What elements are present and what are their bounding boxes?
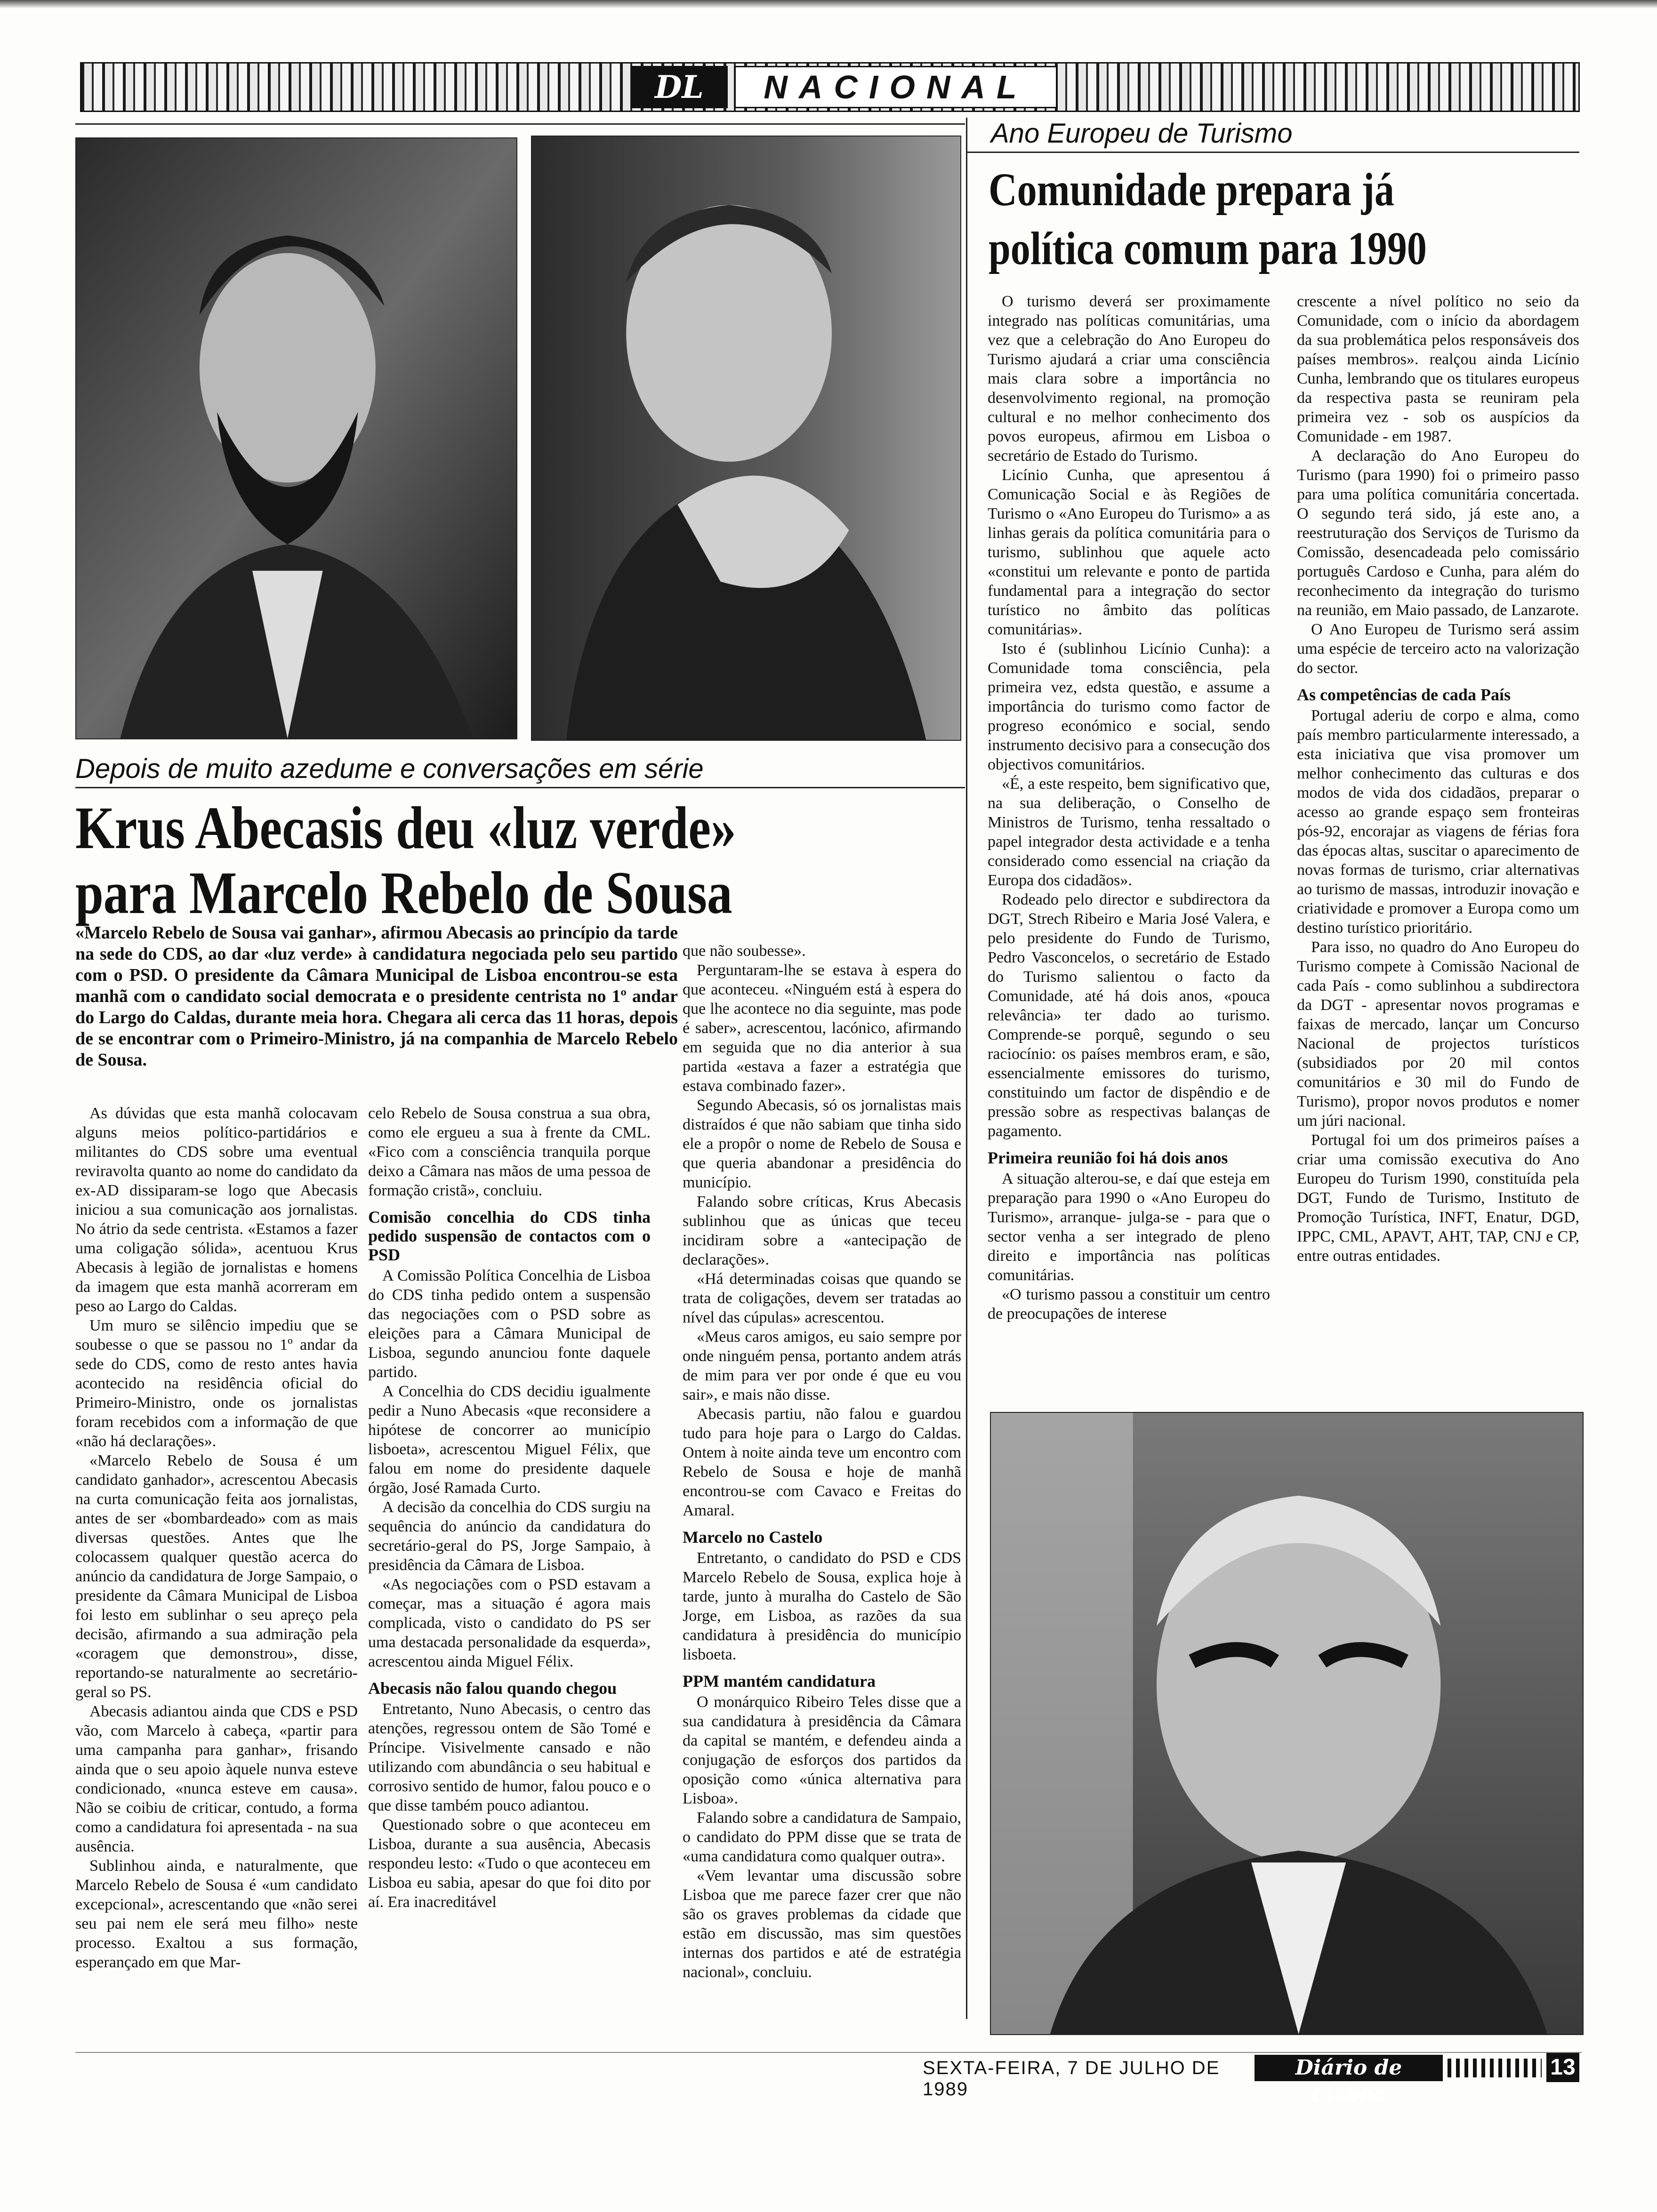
photo-portrait-bearded-man	[75, 137, 517, 739]
paragraph: A decisão da concelhia do CDS surgiu na sequência do anúncio da candidatura do secretário-geral do PS, Jorge Sampaio, à presidência da Câmara de Lisboa.	[368, 1499, 651, 1574]
subheading: Abecasis não falou quando chegou	[368, 1679, 617, 1698]
paragraph: crescente a nível político no seio da Comunidade, com o início da abordagem da sua problemática pelos responsáveis dos países membros». realçou ainda Licínio Cunha, lembrando que os titulares europeus da respectiva pasta se reuniram pela primeira vez - sob os auspícios da Comunidade - em 1987.	[1297, 293, 1579, 445]
paragraph: celo Rebelo de Sousa construa a sua obra, como ele ergueu a sua à frente da CML. «Fico com a consciência tranquila porque deixo a Câmara nas mãos de uma pessoa de formação cristã», concluiu.	[368, 1105, 651, 1199]
right-col-2	[1297, 292, 1579, 1266]
paragraph: «É, a este respeito, bem significativo que, na sua deliberação, o Conselho de Ministros de Turismo, tenha ressaltado o papel integrador desta actividade e a tenha considerado como essencial na criação da Europa dos cidadãos».	[988, 775, 1270, 889]
kicker-rule	[967, 152, 1579, 153]
issue-date: SEXTA-FEIRA, 7 DE JULHO DE 1989	[923, 2058, 1220, 2100]
paragraph: A declaração do Ano Europeu do Turismo (para 1990) foi o primeiro passo para uma política comunitária concertada. O segundo terá sido, já este ano, a reestruturação dos Serviços de Turismo da Comissão, desencadeada pelo comissário português Cardoso e Cunha, para além do reconhecimento da integração do turismo na reunião, em Maio passado, de Lanzarote.	[1297, 447, 1579, 619]
paragraph: Questionado sobre o que aconteceu em Lisboa, durante a sua ausência, Abecasis respondeu lesto: «Tudo o que aconteceu em Lisboa eu sabia, apesar do que foi dito por aí. Era inacreditável	[368, 1816, 651, 1911]
section-title: NACIONAL	[734, 66, 1057, 108]
paragraph: A situação alterou-se, e daí que esteja em preparação para 1990 o «Ano Europeu do Turismo», arranque- julga-se - para que o sector venha a ser integrado de pleno direito e importância nas políticas comunitárias.	[988, 1170, 1270, 1284]
subheading: Primeira reunião foi há dois anos	[988, 1148, 1228, 1167]
paragraph: O turismo deverá ser proximamente integrado nas políticas comunitárias, uma vez que a celebração do Ano Europeu do Turismo ajudará a criar uma consciência mais clara sobre a importância no desenvolvimento regional, na promoção cultural e no melhor conhecimento dos povos europeus, afirmou em Lisboa o secretário de Estado do Turismo.	[988, 293, 1270, 465]
paragraph: Perguntaram-lhe se estava à espera do que aconteceu. «Ninguém está à espera do que lhe acontece no dia seguinte, mas pode é saber», acrescentou, lacónico, afirmando em seguida que no dia anterior à sua partida «estava a fazer a estratégia que estava combinado fazer».	[683, 962, 961, 1095]
headline-line-2: política comum para 1990	[989, 222, 1427, 274]
paragraph: Portugal foi um dos primeiros países a criar uma comissão executiva do Ano Europeu do Turism 1990, constituída pela DGT, Fundo de Turismo, Instituto de Promoção Turística, INFT, Enatur, DGD, IPPC, CML, APAVT, AHT, TAP, CNJ e CP, entre outras entidades.	[1297, 1131, 1579, 1265]
newspaper-masthead: Diário de Lisboa	[1255, 2055, 1443, 2081]
newspaper-logo: DL	[631, 66, 728, 108]
top-rule	[75, 123, 965, 125]
subheading: Marcelo no Castelo	[683, 1528, 823, 1547]
subheading: As competências de cada País	[1297, 685, 1511, 704]
article-lead: «Marcelo Rebelo de Sousa vai ganhar», afirmou Abecasis ao princípio da tarde na sede do CDS, ao dar «luz verde» à candidatura negociada pelo seu partido com o PSD. O presidente da Câmara Municipal de Lisboa encontrou-se esta manhã com o candidato social democrata e o presidente centrista no 1º andar do Largo do Caldas, durante meia hora. Chegara ali cerca das 11 horas, depois de se encontrar com o Primeiro-Ministro, já na companhia de Marcelo Rebelo de Sousa.	[75, 923, 678, 1070]
kicker-rule	[75, 787, 965, 788]
paragraph: Entretanto, Nuno Abecasis, o centro das atenções, regressou ontem de São Tomé e Príncipe. Visivelmente cansado e não utilizando com abundância o seu habitual e corrosivo sentido de humor, falou pouco e o que disse também pouco adiantou.	[368, 1700, 651, 1814]
paragraph: «O turismo passou a constituir um centro de preocupações de interese	[988, 1286, 1270, 1322]
paragraph: Portugal aderiu de corpo e alma, como país membro particularmente interessado, a esta iniciativa que visa promover um melhor conhecimento das culturas e dos modos de vida dos cidadãos, preparar o acesso ao grande espaço sem fronteiras pós-92, encorajar as viagens de férias fora das épocas altas, suscitar o aparecimento de novas formas de turismo, criar alternativas ao turismo de massas, introduzir inovação e criatividade e promover a Europa como um destino turístico prioritário.	[1297, 707, 1579, 937]
article-kicker: Depois de muito azedume e conversações em série	[75, 753, 704, 784]
paragraph: As dúvidas que esta manhã colocavam alguns meios político-partidários e militantes do CDS sobre uma eventual reviravolta quanto ao nome do candidato da ex-AD dissiparam-se logo que Abecasis iniciou a sua comunicação aos jornalistas. No átrio da sede centrista. «Estamos a fazer uma coligação sólida», acentuou Krus Abecasis à legião de jornalistas e homens da imagem que esta manhã acorreram em peso ao Largo do Caldas.	[75, 1105, 358, 1315]
paragraph: Isto é (sublinhou Licínio Cunha): a Comunidade toma consciência, pela primeira vez, edsta questão, e assume a importância do turismo como factor de progreso económico e social, sendo instrumento decisivo para a consecução dos objectivos comunitários.	[988, 640, 1270, 773]
paragraph: O monárquico Ribeiro Teles disse que a sua candidatura à presidência da Câmara da capital se mantém, e defendeu ainda a conjugação de esforços dos partidos da oposição como «única alternativa para Lisboa».	[683, 1693, 961, 1807]
paragraph: Licínio Cunha, que apresentou á Comunicação Social e às Regiões de Turismo o «Ano Europeu do Turismo» a as linhas gerais da política comunitária para o turismo, sublinhou que aquele acto «constitui um relevante e ponto de partida fundamental para a integração do sector turístico no âmbito das políticas comunitárias».	[988, 466, 1270, 638]
article-headline	[75, 795, 960, 925]
page-number: 13	[1546, 2053, 1579, 2082]
article-headline	[989, 160, 1577, 278]
paragraph: Abecasis partiu, não falou e guardou tudo para hoje para o Largo do Caldas. Ontem à noite ainda teve um encontro com Rebelo de Sousa e hoje de manhã encontrou-se com Cavaco e Freitas do Amaral.	[683, 1405, 961, 1519]
headline-line-1: Comunidade prepara já	[989, 163, 1394, 216]
column-rule	[966, 118, 967, 2019]
paragraph: Abecasis adiantou ainda que CDS e PSD vão, com Marcelo à cabeça, «partir para uma campanha para ganhar», frisando ainda que o seu apoio àquele nunva esteve condicionado, «nunca esteve em causa». Não se coibiu de criticar, contudo, a forma como a candidatura foi apresentada - na sua ausência.	[75, 1703, 358, 1855]
paragraph: Falando sobre a candidatura de Sampaio, o candidato do PPM disse que se trata de «uma candidatura como qualquer outra».	[683, 1809, 961, 1865]
paragraph: O Ano Europeu de Turismo será assim uma espécie de terceiro acto na valorização do sector.	[1297, 621, 1579, 677]
paragraph: Para isso, no quadro do Ano Europeu do Turismo compete à Comissão Nacional de cada País - como sublinhou a subdirectora da DGT - apresentar novos programas e faixas de mercado, lançar um Concurso Nacional de projectos turísticos (subsidiados por 20 mil contos comunitários e 30 mil do Fundo de Turismo), propor novos produtos e nomer um júri nacional.	[1297, 938, 1579, 1130]
left-col-1	[75, 1104, 358, 1972]
paragraph: A Comissão Política Concelhia de Lisboa do CDS tinha pedido ontem a suspensão das negociações com o PSD sobre as eleições para a Câmara Municipal de Lisboa, segundo anunciou fonte daquele partido.	[368, 1267, 651, 1381]
headline-line-2: para Marcelo Rebelo de Sousa	[75, 859, 732, 927]
paragraph: Falando sobre críticas, Krus Abecasis sublinhou que as únicas que teceu incidiram sobre a «antecipação de declarações».	[683, 1193, 961, 1268]
left-col-3	[683, 941, 961, 1982]
right-col-1	[988, 292, 1270, 1323]
headline-line-1: Krus Abecasis deu «luz verde»	[75, 794, 736, 861]
subheading: PPM mantém candidatura	[683, 1672, 876, 1691]
paragraph: «Vem levantar uma discussão sobre Lisboa que me parece fazer crer que não são os graves problemas da cidade que estão em discussão, mas sim questões internas dos partidos e até de estratégia nacional», concluiu.	[683, 1867, 961, 1981]
footer-rule	[75, 2052, 1582, 2053]
paragraph: Entretanto, o candidato do PSD e CDS Marcelo Rebelo de Sousa, explica hoje à tarde, junto à muralha do Castelo de São Jorge, em Lisboa, as razões da sua candidatura à presidência do município lisboeta.	[683, 1549, 961, 1663]
paragraph: «Meus caros amigos, eu saio sempre por onde ninguém pensa, portanto andem atrás de mim para ver por onde é que eu vou sair», e mais não disse.	[683, 1328, 961, 1403]
paragraph: «As negociações com o PSD estavam a começar, mas a situação é agora mais complicada, visto o candidato do PS ser uma destacada personalidade da esquerda», acrescentou ainda Miguel Félix.	[368, 1576, 651, 1670]
paragraph: «Há determinadas coisas que quando se trata de coligações, devem ser tratadas ao nível das cúpulas» acrescentou.	[683, 1270, 961, 1326]
paragraph: Segundo Abecasis, só os jornalistas mais distraídos é que não sabiam que tinha sido ele a propôr o nome de Rebelo de Sousa e que queria abandonar a presidência do município.	[683, 1097, 961, 1191]
paragraph: que não soubesse».	[683, 942, 806, 960]
masthead-ornament	[1448, 2059, 1542, 2077]
paragraph: Rodeado pelo director e subdirectora da DGT, Strech Ribeiro e Maria José Valera, e pelo presidente do Fundo de Turismo, Pedro Vasconcelos, o secretário de Estado do Turismo salientou o facto da Comunidade, até há dois anos, «pouca relevância» ter dado ao turismo. Comprende-se porquê, segundo o seu raciocínio: os países membros eram, e são, essencialmente emissores do turismo, constituindo um factor de dispêndio e de pressão sobre as respectivas balanças de pagamento.	[988, 891, 1270, 1140]
paragraph: «Marcelo Rebelo de Sousa é um candidato ganhador», acrescentou Abecasis na curta comunicação feita aos jornalistas, antes de ser «bombardeado» com as mais diversas questões. Antes que lhe colocassem qualquer questão acerca do anúncio da candidatura de Jorge Sampaio, o presidente da Câmara Municipal de Lisboa foi lesto em sublinhar o seu apreço pela decisão, afirmando a sua admiração pela «coragem que demonstrou», disse, reportando-se naturalmente ao secretário-geral so PS.	[75, 1452, 358, 1701]
left-col-2	[368, 1104, 651, 1912]
subheading: Comisão concelhia do CDS tinha pedido suspensão de contactos com o PSD	[368, 1208, 651, 1264]
scan-edge	[0, 0, 1657, 8]
article-kicker: Ano Europeu de Turismo	[991, 118, 1293, 149]
paragraph: A Concelhia do CDS decidiu igualmente pedir a Nuno Abecasis «que reconsidere a hipótese de concorrer ao município lisboeta», acrescentou Miguel Félix, que falou em nome do presidente daquele órgão, José Ramada Curto.	[368, 1383, 651, 1497]
paragraph: Um muro se silêncio impediu que se soubesse o que se passou no 1º andar da sede do CDS, como de resto antes havia acontecido na residência oficial do Primeiro-Ministro, onde os jornalistas foram recebidos com a informação de que «não há declarações».	[75, 1317, 358, 1450]
photo-portrait-elderly-man	[990, 1412, 1584, 2035]
paragraph: Sublinhou ainda, e naturalmente, que Marcelo Rebelo de Sousa é «um candidato excepcional», acrescentando que «não serei seu pai nem ele será meu filho» neste processo. Exaltou a sus formação, esperançado em que Mar-	[75, 1857, 358, 1971]
photo-portrait-man-gesturing	[531, 136, 961, 741]
